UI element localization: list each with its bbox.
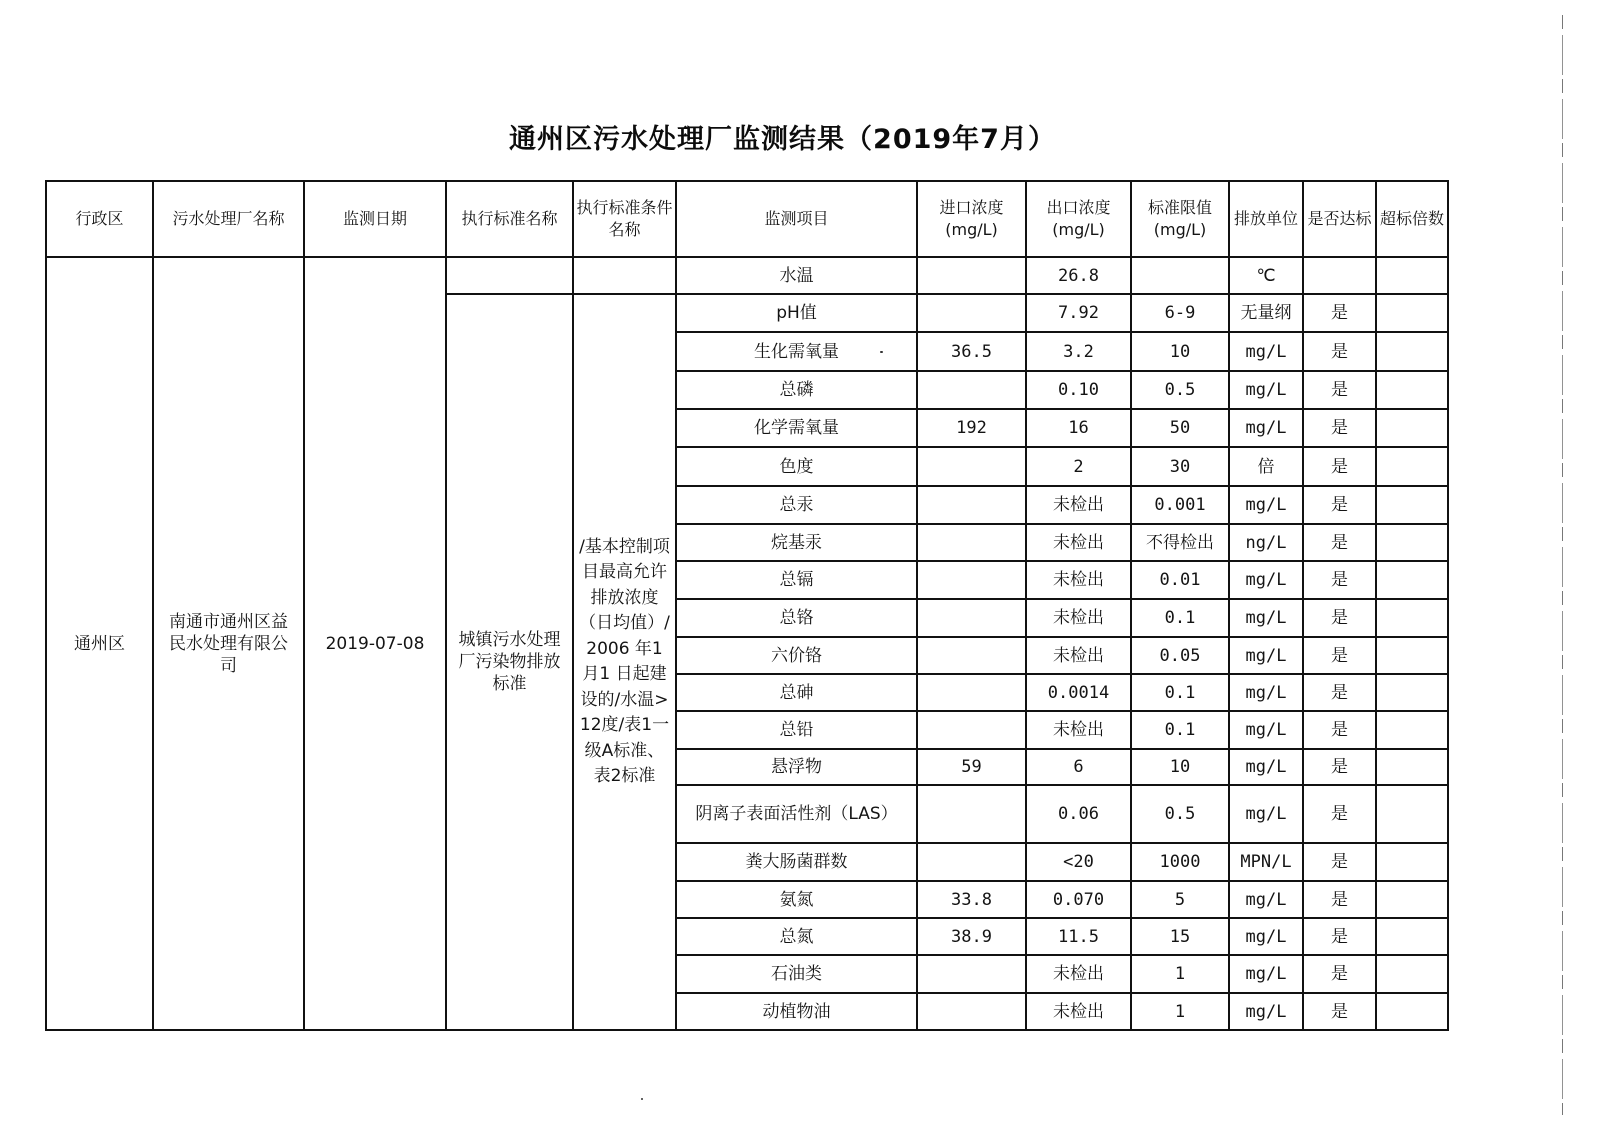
item-cell: 色度 — [676, 447, 917, 486]
exceed-ratio-cell — [1376, 993, 1448, 1030]
standard-condition-blank-cell — [573, 257, 676, 294]
item-cell: 六价铬 — [676, 637, 917, 674]
unit-cell: mg/L — [1229, 332, 1303, 371]
unit-cell: 无量纲 — [1229, 294, 1303, 332]
item-cell: 水温 — [676, 257, 917, 294]
header-standard-name: 执行标准名称 — [446, 181, 573, 257]
limit-cell: 1 — [1131, 955, 1229, 993]
header-standard-condition: 执行标准条件名称 — [573, 181, 676, 257]
exceed-ratio-cell — [1376, 561, 1448, 599]
item-cell: 总汞 — [676, 486, 917, 524]
limit-cell: 0.5 — [1131, 371, 1229, 409]
table-body — [46, 257, 1448, 1030]
standard-condition-cell — [573, 294, 676, 1030]
outlet-cell: 3.2 — [1026, 332, 1131, 371]
exceed-ratio-cell — [1376, 486, 1448, 524]
outlet-cell: 未检出 — [1026, 561, 1131, 599]
compliant-cell: 是 — [1303, 918, 1376, 955]
inlet-cell — [917, 599, 1026, 637]
compliant-cell: 是 — [1303, 332, 1376, 371]
limit-cell: 1 — [1131, 993, 1229, 1030]
outlet-cell: 0.0014 — [1026, 674, 1131, 711]
exceed-ratio-cell — [1376, 371, 1448, 409]
compliant-cell: 是 — [1303, 955, 1376, 993]
header-monitor-date: 监测日期 — [304, 181, 446, 257]
unit-cell: mg/L — [1229, 749, 1303, 785]
outlet-cell: 未检出 — [1026, 599, 1131, 637]
limit-cell: 0.001 — [1131, 486, 1229, 524]
compliant-cell: 是 — [1303, 561, 1376, 599]
district-cell — [46, 257, 153, 1030]
inlet-cell — [917, 785, 1026, 843]
item-cell: 烷基汞 — [676, 524, 917, 561]
item-cell: 粪大肠菌群数 — [676, 843, 917, 881]
unit-cell: mg/L — [1229, 371, 1303, 409]
compliant-cell: 是 — [1303, 371, 1376, 409]
unit-cell: mg/L — [1229, 409, 1303, 447]
unit-cell: mg/L — [1229, 955, 1303, 993]
item-cell: 总镉 — [676, 561, 917, 599]
unit-cell: mg/L — [1229, 599, 1303, 637]
compliant-cell: 是 — [1303, 711, 1376, 749]
inlet-cell — [917, 257, 1026, 294]
exceed-ratio-cell — [1376, 674, 1448, 711]
inlet-cell — [917, 711, 1026, 749]
outlet-cell: 16 — [1026, 409, 1131, 447]
item-cell: 生化需氧量 — [676, 332, 917, 371]
unit-cell: mg/L — [1229, 881, 1303, 918]
exceed-ratio-cell — [1376, 918, 1448, 955]
inlet-cell — [917, 371, 1026, 409]
header-item: 监测项目 — [676, 181, 917, 257]
item-cell: 悬浮物 — [676, 749, 917, 785]
header-inlet: 进口浓度(mg/L) — [917, 181, 1026, 257]
scan-edge-line — [1562, 15, 1563, 1115]
limit-cell: 50 — [1131, 409, 1229, 447]
compliant-cell: 是 — [1303, 486, 1376, 524]
outlet-cell: 2 — [1026, 447, 1131, 486]
compliant-cell: 是 — [1303, 749, 1376, 785]
unit-cell: ng/L — [1229, 524, 1303, 561]
item-cell: 石油类 — [676, 955, 917, 993]
inlet-cell: 192 — [917, 409, 1026, 447]
table-row — [46, 257, 1448, 294]
outlet-cell: 未检出 — [1026, 993, 1131, 1030]
exceed-ratio-cell — [1376, 257, 1448, 294]
outlet-cell: 6 — [1026, 749, 1131, 785]
inlet-cell — [917, 524, 1026, 561]
scan-speck — [641, 1098, 643, 1100]
standard-name-blank-cell — [446, 257, 573, 294]
limit-cell: 5 — [1131, 881, 1229, 918]
item-cell: 总铅 — [676, 711, 917, 749]
item-cell: 总磷 — [676, 371, 917, 409]
compliant-cell: 是 — [1303, 674, 1376, 711]
outlet-cell: 7.92 — [1026, 294, 1131, 332]
outlet-cell: 未检出 — [1026, 711, 1131, 749]
standard-name-value: 城镇污水处理厂污染物排放标准 — [458, 630, 561, 694]
inlet-cell — [917, 674, 1026, 711]
exceed-ratio-cell — [1376, 711, 1448, 749]
unit-cell: mg/L — [1229, 561, 1303, 599]
unit-cell: mg/L — [1229, 637, 1303, 674]
monitoring-results-table — [45, 180, 1449, 1031]
outlet-cell: 0.10 — [1026, 371, 1131, 409]
unit-cell: mg/L — [1229, 711, 1303, 749]
header-district: 行政区 — [46, 181, 153, 257]
monitor-date-cell — [304, 257, 446, 1030]
outlet-cell: 0.06 — [1026, 785, 1131, 843]
plant-name-value: 南通市通州区益民水处理有限公司 — [169, 611, 288, 676]
limit-cell: 10 — [1131, 332, 1229, 371]
item-cell: 总铬 — [676, 599, 917, 637]
outlet-cell: 0.070 — [1026, 881, 1131, 918]
item-cell: 氨氮 — [676, 881, 917, 918]
limit-cell: 30 — [1131, 447, 1229, 486]
compliant-cell: 是 — [1303, 409, 1376, 447]
item-cell: 动植物油 — [676, 993, 917, 1030]
outlet-cell: 未检出 — [1026, 486, 1131, 524]
compliant-cell — [1303, 257, 1376, 294]
header-exceed-ratio: 超标倍数 — [1376, 181, 1448, 257]
inlet-cell — [917, 486, 1026, 524]
limit-cell: 0.05 — [1131, 637, 1229, 674]
header-limit: 标准限值(mg/L) — [1131, 181, 1229, 257]
header-plant-name: 污水处理厂名称 — [153, 181, 304, 257]
limit-cell: 15 — [1131, 918, 1229, 955]
limit-cell — [1131, 257, 1229, 294]
exceed-ratio-cell — [1376, 599, 1448, 637]
compliant-cell: 是 — [1303, 637, 1376, 674]
limit-cell: 0.01 — [1131, 561, 1229, 599]
unit-cell: mg/L — [1229, 993, 1303, 1030]
exceed-ratio-cell — [1376, 409, 1448, 447]
inlet-cell: 36.5 — [917, 332, 1026, 371]
exceed-ratio-cell — [1376, 843, 1448, 881]
limit-cell: 0.5 — [1131, 785, 1229, 843]
inlet-cell — [917, 955, 1026, 993]
exceed-ratio-cell — [1376, 524, 1448, 561]
limit-cell: 不得检出 — [1131, 524, 1229, 561]
monitor-date-value: 2019-07-08 — [325, 633, 425, 654]
exceed-ratio-cell — [1376, 955, 1448, 993]
unit-cell: 倍 — [1229, 447, 1303, 486]
header-unit: 排放单位 — [1229, 181, 1303, 257]
limit-cell: 0.1 — [1131, 711, 1229, 749]
inlet-cell — [917, 843, 1026, 881]
limit-cell: 0.1 — [1131, 599, 1229, 637]
inlet-cell — [917, 447, 1026, 486]
unit-cell: mg/L — [1229, 918, 1303, 955]
district-value: 通州区 — [74, 633, 125, 654]
compliant-cell: 是 — [1303, 785, 1376, 843]
standard-condition-value: /基本控制项目最高允许排放浓度（日均值）/2006 年1月1 日起建设的/水温>12度/表1一级A标准、表2标准 — [579, 536, 670, 786]
outlet-cell: <20 — [1026, 843, 1131, 881]
exceed-ratio-cell — [1376, 294, 1448, 332]
unit-cell: mg/L — [1229, 785, 1303, 843]
exceed-ratio-cell — [1376, 637, 1448, 674]
compliant-cell: 是 — [1303, 447, 1376, 486]
inlet-cell — [917, 561, 1026, 599]
compliant-cell: 是 — [1303, 881, 1376, 918]
item-cell: 总砷 — [676, 674, 917, 711]
page-title: 通州区污水处理厂监测结果（2019年7月） — [509, 124, 1056, 155]
limit-cell: 10 — [1131, 749, 1229, 785]
item-cell: 阴离子表面活性剂（LAS） — [676, 785, 917, 843]
header-outlet: 出口浓度(mg/L) — [1026, 181, 1131, 257]
compliant-cell: 是 — [1303, 843, 1376, 881]
exceed-ratio-cell — [1376, 749, 1448, 785]
limit-cell: 1000 — [1131, 843, 1229, 881]
inlet-cell — [917, 637, 1026, 674]
compliant-cell: 是 — [1303, 294, 1376, 332]
unit-cell: ℃ — [1229, 257, 1303, 294]
unit-cell: MPN/L — [1229, 843, 1303, 881]
item-cell: pH值 — [676, 294, 917, 332]
inlet-cell — [917, 993, 1026, 1030]
exceed-ratio-cell — [1376, 332, 1448, 371]
unit-cell: mg/L — [1229, 674, 1303, 711]
inlet-cell — [917, 294, 1026, 332]
header-compliant: 是否达标 — [1303, 181, 1376, 257]
limit-cell: 6-9 — [1131, 294, 1229, 332]
header-row — [46, 181, 1448, 257]
standard-name-cell — [446, 294, 573, 1030]
compliant-cell: 是 — [1303, 993, 1376, 1030]
outlet-cell: 11.5 — [1026, 918, 1131, 955]
item-cell: 化学需氧量 — [676, 409, 917, 447]
outlet-cell: 未检出 — [1026, 524, 1131, 561]
unit-cell: mg/L — [1229, 486, 1303, 524]
outlet-cell: 未检出 — [1026, 637, 1131, 674]
plant-name-cell — [153, 257, 304, 1030]
outlet-cell: 未检出 — [1026, 955, 1131, 993]
limit-cell: 0.1 — [1131, 674, 1229, 711]
exceed-ratio-cell — [1376, 881, 1448, 918]
inlet-cell: 33.8 — [917, 881, 1026, 918]
item-cell: 总氮 — [676, 918, 917, 955]
exceed-ratio-cell — [1376, 447, 1448, 486]
inlet-cell: 38.9 — [917, 918, 1026, 955]
compliant-cell: 是 — [1303, 524, 1376, 561]
outlet-cell: 26.8 — [1026, 257, 1131, 294]
compliant-cell: 是 — [1303, 599, 1376, 637]
inlet-cell: 59 — [917, 749, 1026, 785]
exceed-ratio-cell — [1376, 785, 1448, 843]
